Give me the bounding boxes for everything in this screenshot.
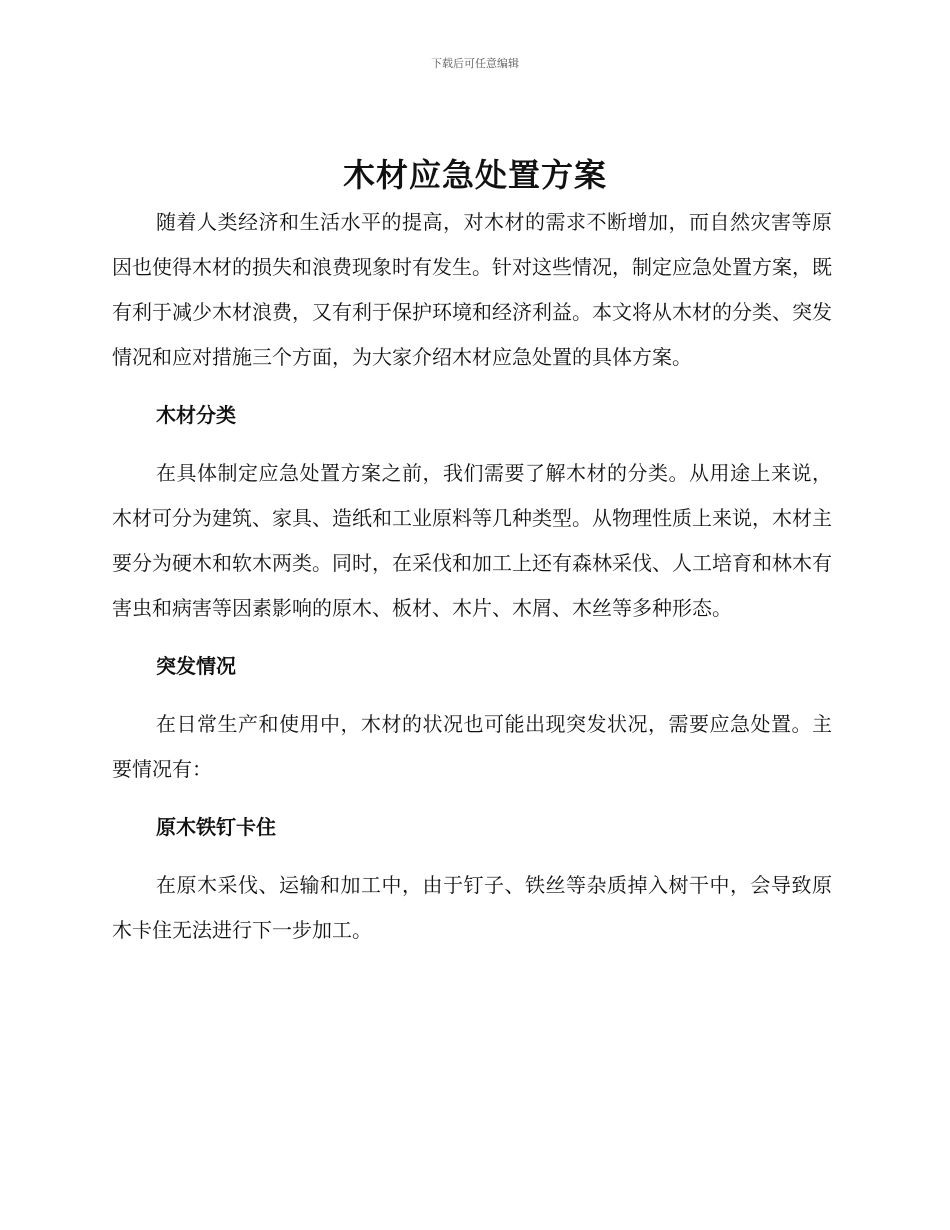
document-body [112, 200, 832, 953]
header-note: 下载后可任意编辑 [431, 57, 519, 70]
section-heading-emergency: 突发情况 [156, 654, 236, 678]
spacer [112, 631, 832, 644]
section-paragraph-nail-stuck: 在原木采伐、运输和加工中，由于钉子、铁丝等杂质掉入树干中，会导致原木卡住无法进行下一步加工。 [112, 873, 832, 942]
page-title: 木材应急处置方案 [342, 156, 607, 194]
section-paragraph-emergency: 在日常生产和使用中，木材的状况也可能出现突发状况，需要应急处置。主要情况有： [112, 712, 832, 781]
section-heading-classification: 木材分类 [156, 403, 236, 427]
intro-paragraph: 随着人类经济和生活水平的提高，对木材的需求不断增加，而自然灾害等原因也使得木材的损失和浪费现象时有发生。针对这些情况，制定应急处置方案，既有利于减少木材浪费，又有利于保护环境和经济利益。本文将从木材的分类、突发情况和应对措施三个方面，为大家介绍木材应急处置的具体方案。 [112, 210, 832, 369]
spacer [112, 792, 832, 805]
spacer [112, 380, 832, 393]
spacer [112, 850, 832, 863]
spacer [112, 438, 832, 451]
section-paragraph-classification: 在具体制定应急处置方案之前，我们需要了解木材的分类。从用途上来说，木材可分为建筑、家具、造纸和工业原料等几种类型。从物理性质上来说，木材主要分为硬木和软木两类。同时，在采伐和加工上还有森林采伐、人工培育和林木有害虫和病害等因素影响的原木、板材、木片、木屑、木丝等多种形态。 [112, 461, 832, 620]
section-heading-nail-stuck: 原木铁钉卡住 [156, 815, 276, 839]
spacer [112, 689, 832, 702]
